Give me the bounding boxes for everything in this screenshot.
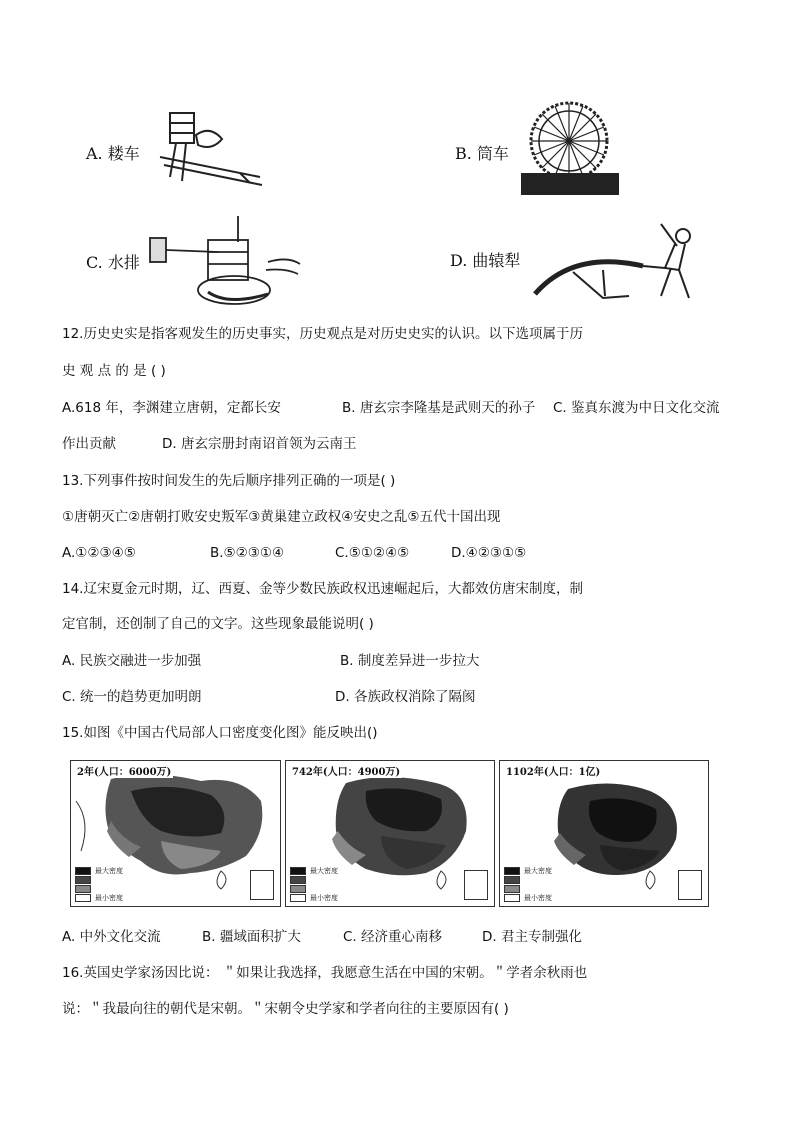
tool-label-a: A. 耧车 <box>86 144 140 163</box>
q14-option-a[interactable]: A. 民族交融进一步加强 <box>62 653 202 669</box>
legend-min-label: 最小密度 <box>310 893 338 902</box>
map-inset <box>250 870 274 900</box>
population-map-742 <box>285 760 495 907</box>
q12-option-a[interactable]: A.618 年，李渊建立唐朝，定都长安 <box>62 400 281 416</box>
q13-option-b[interactable]: B.⑤②③①④ <box>210 545 285 561</box>
population-map-2 <box>70 760 281 907</box>
map-legend <box>75 866 123 902</box>
tool-label-d: D. 曲辕犁 <box>450 251 521 270</box>
tool-label-b: B. 筒车 <box>455 144 509 163</box>
q14-stem-line1: 14.辽宋夏金元时期，辽、西夏、金等少数民族政权迅速崛起后，大都效仿唐宋制度，制 <box>62 581 583 597</box>
water-bellows-icon <box>148 212 308 312</box>
legend-max-label: 最大密度 <box>524 866 552 875</box>
map-caption-2: 2年(人口：6000万) <box>75 763 173 778</box>
q15-option-c[interactable]: C. 经济重心南移 <box>343 929 443 945</box>
tool-option-a <box>80 105 280 195</box>
q16-stem-line2: 说：＂我最向往的朝代是宋朝。＂宋朝令史学家和学者向往的主要原因有( ) <box>62 1001 509 1017</box>
map-legend <box>504 866 552 902</box>
legend-max-label: 最大密度 <box>95 866 123 875</box>
q13-option-a[interactable]: A.①②③④⑤ <box>62 545 136 561</box>
q14-stem-line2: 定官制，还创制了自己的文字。这些现象最能说明( ) <box>62 616 374 632</box>
tool-label-c: C. 水排 <box>86 253 140 272</box>
q12-option-c-cont: 作出贡献 <box>62 436 116 452</box>
map-inset <box>678 870 702 900</box>
q13-events: ①唐朝灭亡②唐朝打败安史叛军③黄巢建立政权④安史之乱⑤五代十国出现 <box>62 509 501 525</box>
q15-option-b[interactable]: B. 疆域面积扩大 <box>202 929 301 945</box>
tool-option-c <box>80 212 310 312</box>
q12-stem-line2: 史 观 点 的 是 ( ) <box>62 363 166 379</box>
q13-option-c[interactable]: C.⑤①②④⑤ <box>335 545 410 561</box>
q14-option-c[interactable]: C. 统一的趋势更加明朗 <box>62 689 202 705</box>
water-wheel-icon <box>517 95 625 200</box>
legend-max-label: 最大密度 <box>310 866 338 875</box>
map-legend <box>290 866 338 902</box>
map-caption-742: 742年(人口：4900万) <box>290 763 402 778</box>
q13-option-d[interactable]: D.④②③①⑤ <box>451 545 527 561</box>
tool-option-d <box>448 210 713 305</box>
legend-min-label: 最小密度 <box>95 893 123 902</box>
q15-option-a[interactable]: A. 中外文化交流 <box>62 929 161 945</box>
map-caption-1102: 1102年(人口：1亿) <box>504 763 602 778</box>
q12-option-b[interactable]: B. 唐玄宗李隆基是武则天的孙子 <box>342 400 536 416</box>
q15-stem: 15.如图《中国古代局部人口密度变化图》能反映出() <box>62 725 378 741</box>
q14-option-b[interactable]: B. 制度差异进一步拉大 <box>340 653 480 669</box>
map-inset <box>464 870 488 900</box>
population-map-1102 <box>499 760 709 907</box>
tool-option-b <box>455 95 625 200</box>
seed-drill-icon <box>150 105 275 195</box>
q14-option-d[interactable]: D. 各族政权消除了隔阂 <box>335 689 476 705</box>
q13-stem: 13.下列事件按时间发生的先后顺序排列正确的一项是( ) <box>62 473 396 489</box>
q12-stem-line1: 12.历史史实是指客观发生的历史事实，历史观点是对历史史实的认识。以下选项属于历 <box>62 326 583 342</box>
q15-option-d[interactable]: D. 君主专制强化 <box>482 929 582 945</box>
legend-min-label: 最小密度 <box>524 893 552 902</box>
q16-stem-line1: 16.英国史学家汤因比说： ＂如果让我选择，我愿意生活在中国的宋朝。＂学者余秋雨也 <box>62 965 588 981</box>
curved-plow-icon <box>533 210 713 305</box>
q12-option-d[interactable]: D. 唐玄宗册封南诏首领为云南王 <box>162 436 357 452</box>
q12-option-c[interactable]: C. 鉴真东渡为中日文化交流 <box>553 400 720 416</box>
